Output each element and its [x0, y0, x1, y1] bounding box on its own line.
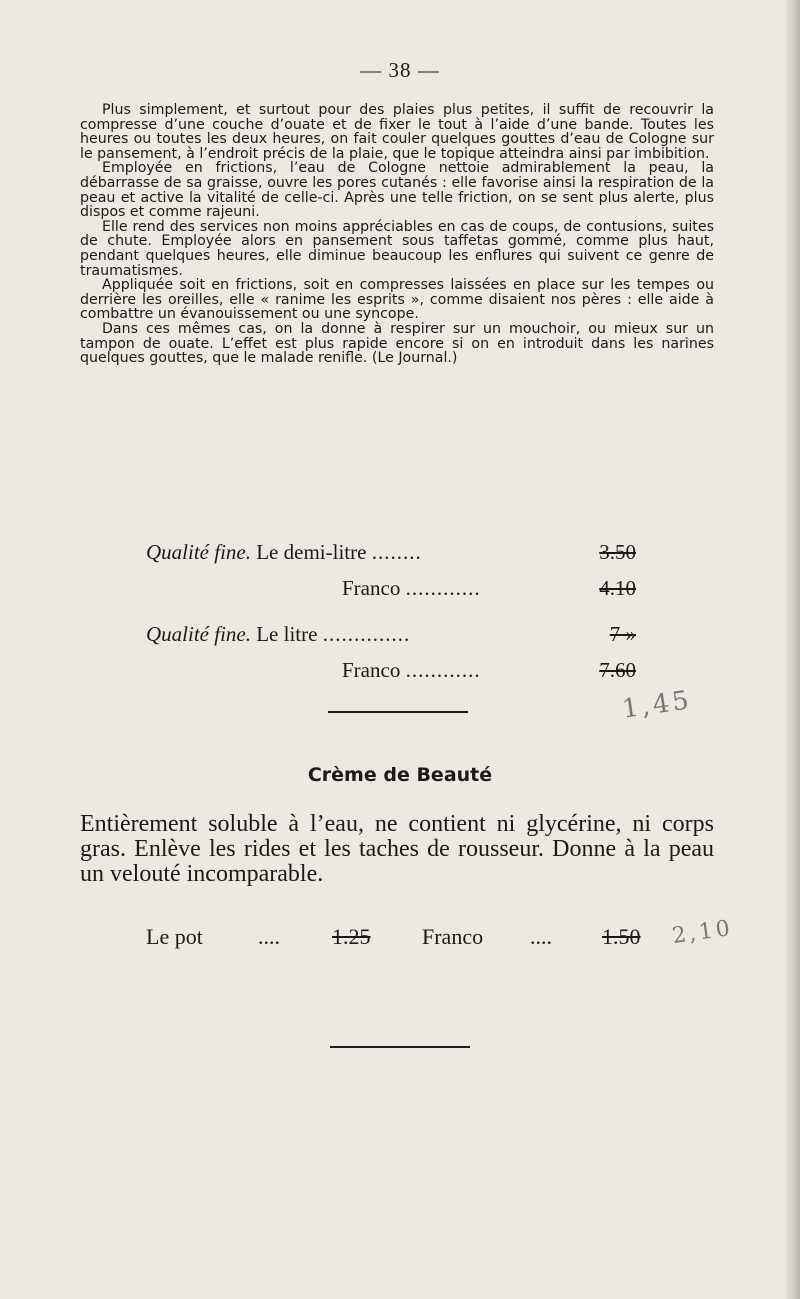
- quality-label: Qualité fine.: [146, 622, 251, 646]
- price-item-label: Le demi-litre: [256, 540, 367, 564]
- handwritten-price: 2,10: [670, 915, 735, 950]
- leader-dots: ..............: [322, 622, 411, 646]
- price-item-label: Franco: [342, 658, 401, 682]
- price-value: 3.50: [599, 540, 636, 564]
- price-list: [146, 540, 656, 694]
- price-item-label: Le litre: [256, 622, 318, 646]
- price-row: [146, 540, 656, 576]
- leader-dots: ............: [405, 658, 481, 682]
- paragraph: Dans ces mêmes cas, on la donne à respirer sur un mouchoir, ou mieux sur un tampon de ouate. L’effet est plus rapide encore si on en introduit dans les narines quelques gouttes, que le malade renifle. (Le Journal.): [80, 320, 714, 367]
- paragraph: Employée en frictions, l’eau de Cologne nettoie admirablement la peau, la débarrasse de sa graisse, ouvre les pores cutanés : elle favorise ainsi la respiration de la peau et active la vitalité de celle-ci. Après une telle friction, on se sent plus alerte, plus dispos et comme rajeuni.: [80, 160, 714, 221]
- body-text: [80, 103, 714, 366]
- price-value: 7.60: [599, 658, 636, 682]
- pot-price: 1.25: [332, 924, 371, 949]
- paragraph: Elle rend des services non moins appréciables en cas de coups, de contusions, suites de chute. Employée alors en pansement sous taffetas gommé, comme plus haut, pendant quelques heures, elle diminue beaucoup les enflures qui suivent ce genre de traumatismes.: [80, 218, 714, 279]
- quality-label: Qualité fine.: [146, 540, 251, 564]
- franco-label: Franco: [422, 924, 484, 949]
- price-row: [146, 658, 656, 694]
- paragraph: Plus simplement, et surtout pour des plaies plus petites, il suffit de recouvrir la compresse d’une couche d’ouate et de fixer le tout à l’aide d’une bande. Toutes les heures ou toutes les deux heures, on fait couler quelques gouttes d’eau de Cologne sur le pansement, à l’endroit précis de la plaie, que le topique atteindra ainsi par imbibition.: [80, 102, 714, 162]
- handwritten-price: 1,45: [620, 685, 694, 725]
- price-row: [146, 576, 656, 612]
- section-body: Entièrement soluble à l’eau, ne contient ni glycérine, ni corps gras. Enlève les rides et les taches de rousseur. Donne à la peau un velouté incomparable.: [80, 811, 714, 887]
- page-number: — 38 —: [360, 58, 440, 82]
- franco-price: 1.50: [602, 924, 641, 949]
- section-title: Crème de Beauté: [307, 764, 493, 786]
- bottom-rule: [330, 1046, 470, 1048]
- leader-dots: ....: [258, 924, 280, 949]
- price-row: [146, 622, 656, 658]
- paragraph: Appliquée soit en frictions, soit en compresses laissées en place sur les tempes ou derrière les oreilles, elle « ranime les esprits », comme disaient nos pères : elle aide à combattre un évanouissement ou une syncope.: [80, 277, 714, 323]
- leader-dots: ........: [371, 540, 422, 564]
- leader-dots: ....: [530, 924, 552, 949]
- price-value: 4.10: [599, 576, 636, 600]
- pot-label: Le pot: [146, 924, 203, 949]
- price-item-label: Franco: [342, 576, 401, 600]
- separator-rule: [328, 711, 468, 713]
- leader-dots: ............: [405, 576, 481, 600]
- page-edge: [786, 0, 800, 1299]
- price-value: 7 »: [609, 622, 636, 646]
